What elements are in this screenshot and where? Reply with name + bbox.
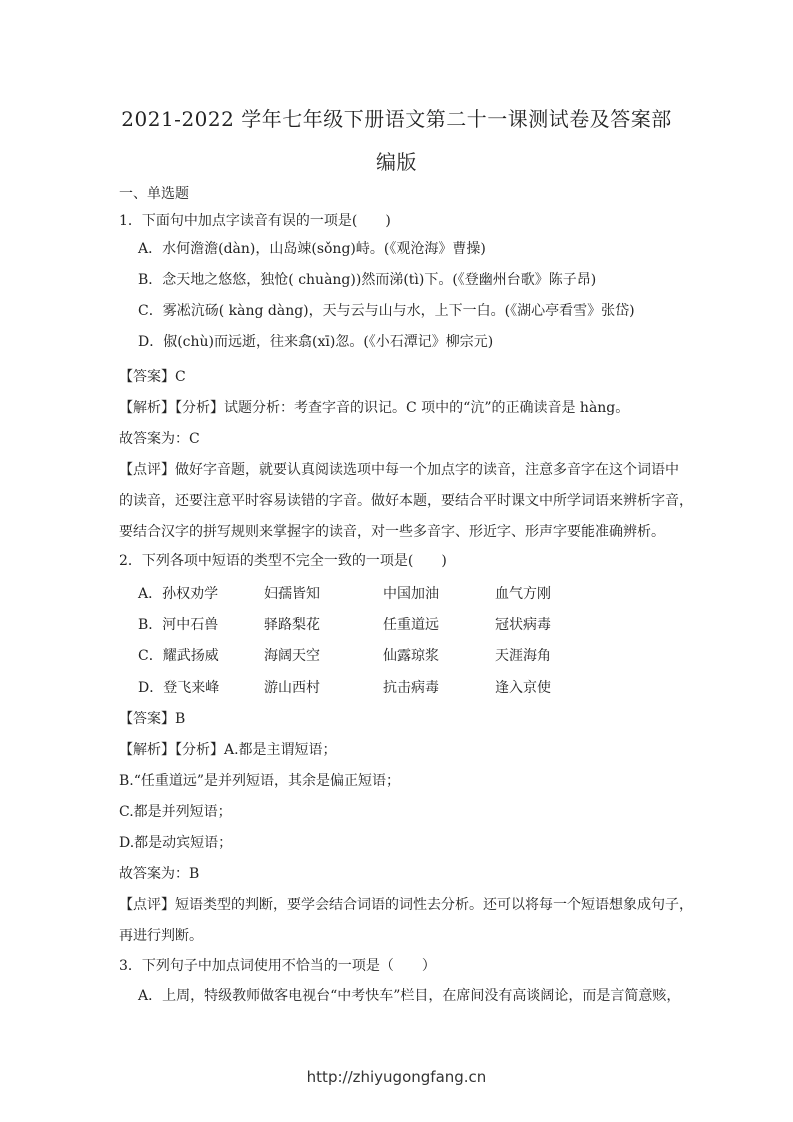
question-2-cell: 驿路梨花	[264, 617, 320, 633]
question-2-cell: 游山西村	[264, 680, 320, 696]
question-2-cell: 任重道远	[383, 617, 439, 633]
question-2-cell: A．孙权劝学	[138, 586, 219, 602]
question-2-cell: 抗击病毒	[383, 680, 439, 696]
question-2-analysis-line-4: D.都是动宾短语；	[119, 835, 233, 851]
question-2-cell: D．登飞来峰	[138, 680, 220, 696]
question-2-cell: 天涯海角	[495, 648, 551, 664]
question-1-analysis: 【解析】【分析】试题分析：考查字音的识记。C 项中的“沆”的正确读音是 hàng。	[119, 400, 630, 416]
footer-url: http://zhiyugongfang.cn	[306, 1068, 487, 1086]
question-1-answer: 【答案】C	[119, 369, 186, 385]
question-2-cell: 海阔天空	[264, 648, 320, 664]
question-1-option-b: B．念天地之悠悠，独怆( chuàng))然而涕(tì)下。(《登幽州台歌》陈子昂)	[138, 272, 597, 288]
question-2-cell: B．河中石兽	[138, 617, 219, 633]
question-3-option-a: A．上周，特级教师做客电视台“中考快车”栏目，在席间没有高谈阔论，而是言简意赅，	[138, 988, 681, 1004]
question-2-analysis-line-2: B.“任重道远”是并列短语，其余是偏正短语；	[119, 773, 401, 789]
question-1-conclusion: 故答案为：C	[119, 431, 200, 447]
question-2-comment-line-1: 【点评】短语类型的判断，要学会结合词语的词性去分析。还可以将每一个短语想象成句子，	[119, 897, 693, 913]
question-2-conclusion: 故答案为：B	[119, 866, 200, 882]
question-1-stem: 1．下面句中加点字读音有误的一项是( )	[119, 213, 391, 229]
question-1-option-d: D．俶(chù)而远逝，往来翕(xī)忽。(《小石潭记》柳宗元)	[138, 334, 494, 350]
question-2-analysis-line-1: 【解析】【分析】A.都是主谓短语；	[119, 742, 337, 758]
question-1-comment-line-2: 的读音，还要注意平时容易读错的字音。做好本题，要结合平时课文中所学词语来辨析字音，	[119, 493, 693, 509]
question-2-comment-line-2: 再进行判断。	[119, 928, 203, 944]
question-2-cell: C．耀武扬威	[138, 648, 219, 664]
question-1-comment-line-3: 要结合汉字的拼写规则来掌握字的读音，对一些多音字、形近字、形声字要能准确辨析。	[119, 524, 665, 540]
question-2-cell: 仙露琼浆	[383, 648, 439, 664]
question-2-cell: 血气方刚	[495, 586, 551, 602]
question-2-cell: 中国加油	[383, 586, 439, 602]
question-3-stem: 3．下列句子中加点词使用不恰当的一项是（ ）	[119, 958, 436, 974]
document-title-line-2: 编版	[376, 150, 417, 174]
question-2-answer: 【答案】B	[119, 711, 186, 727]
document-title-line-1: 2021-2022 学年七年级下册语文第二十一课测试卷及答案部	[121, 107, 672, 131]
question-1-option-c: C．雾凇沆砀( kàng dàng)，天与云与山与水，上下一白。(《湖心亭看雪》张岱)	[138, 303, 635, 319]
question-1-option-a: A．水何澹澹(dàn)，山岛竦(sǒng)峙。(《观沧海》曹操)	[138, 241, 486, 257]
question-2-stem: 2．下列各项中短语的类型不完全一致的一项是( )	[119, 553, 447, 569]
question-2-cell: 逢入京使	[495, 680, 551, 696]
question-2-analysis-line-3: C.都是并列短语；	[119, 804, 232, 820]
question-2-cell: 冠状病毒	[495, 617, 551, 633]
question-2-cell: 妇孺皆知	[264, 586, 320, 602]
section-heading: 一、单选题	[119, 186, 189, 202]
question-1-comment-line-1: 【点评】做好字音题，就要认真阅读选项中每一个加点字的读音，注意多音字在这个词语中	[119, 462, 679, 478]
